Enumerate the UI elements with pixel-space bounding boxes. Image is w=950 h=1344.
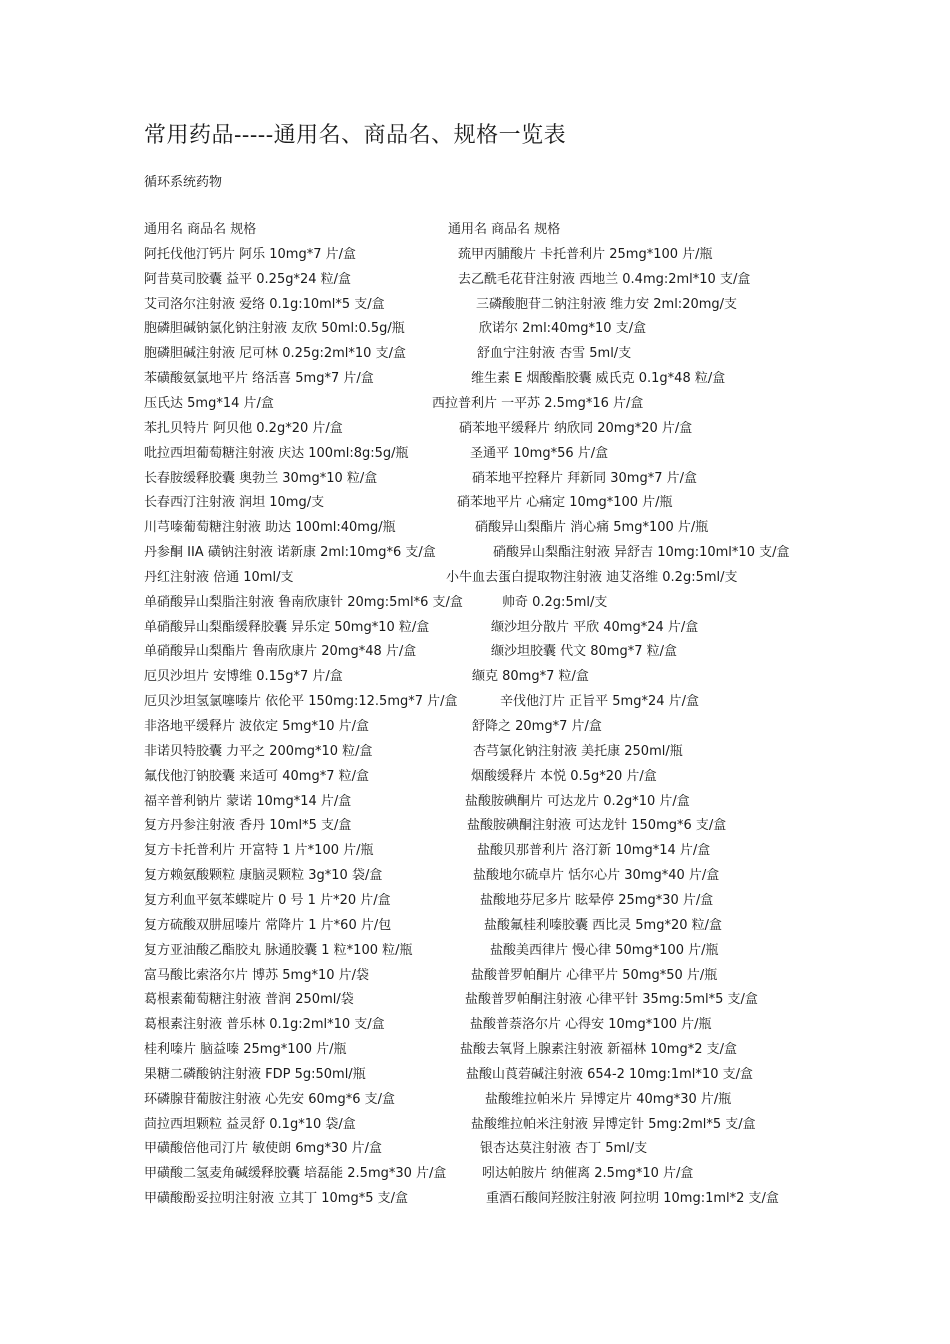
- list-item-left: 丹红注射液 倍通 10ml/支: [144, 569, 294, 585]
- list-item-left: 复方硫酸双肼屈嗪片 常降片 1 片*60 片/包: [144, 917, 392, 933]
- list-item-left: 艾司洛尔注射液 爱络 0.1g:10ml*5 支/盒: [144, 296, 385, 312]
- list-item-right: 盐酸氟桂利嗪胶囊 西比灵 5mg*20 粒/盒: [484, 917, 723, 933]
- list-item-left: 阿昔莫司胶囊 益平 0.25g*24 粒/盒: [144, 271, 352, 287]
- list-item-left: 福辛普利钠片 蒙诺 10mg*14 片/盒: [144, 793, 352, 809]
- list-item-right: 盐酸地尔硫卓片 恬尔心片 30mg*40 片/盒: [473, 868, 720, 884]
- list-item-right: 舒降之 20mg*7 片/盒: [472, 719, 602, 734]
- list-item-left: 葛根素注射液 普乐林 0.1g:2ml*10 支/盒: [144, 1017, 385, 1033]
- list-item-right: 盐酸普罗帕酮注射液 心律平针 35mg:5ml*5 支/盒: [465, 992, 758, 1008]
- list-item-right: 小牛血去蛋白提取物注射液 迪艾洛维 0.2g:5ml/支: [446, 569, 738, 585]
- list-item-right: 盐酸维拉帕米注射液 异博定针 5mg:2ml*5 支/盒: [471, 1116, 756, 1132]
- list-item-right: 缬克 80mg*7 粒/盒: [472, 669, 589, 685]
- list-item-left: 单硝酸异山梨酯片 鲁南欣康片 20mg*48 片/盒: [144, 644, 417, 660]
- list-item-right: 盐酸普萘洛尔片 心得安 10mg*100 片/瓶: [470, 1017, 712, 1033]
- list-item-right: 舒血宁注射液 杏雪 5ml/支: [477, 346, 632, 362]
- list-item-right: 缬沙坦胶囊 代文 80mg*7 粒/盒: [491, 644, 678, 660]
- list-item-right: 维生素 E 烟酸酯胶囊 威氏克 0.1g*48 粒/盒: [471, 371, 726, 387]
- list-item-right: 欣诺尔 2ml:40mg*10 支/盒: [479, 321, 647, 337]
- list-item-right: 盐酸地芬尼多片 眩晕停 25mg*30 片/盒: [480, 892, 714, 908]
- list-item-right: 去乙酰毛花苷注射液 西地兰 0.4mg:2ml*10 支/盒: [458, 271, 751, 287]
- list-item-left: 川芎嗪葡萄糖注射液 助达 100ml:40mg/瓶: [144, 520, 396, 536]
- list-item-left: 长春胺缓释胶囊 奥勃兰 30mg*10 粒/盒: [144, 470, 378, 486]
- list-item-right: 辛伐他汀片 正旨平 5mg*24 片/盒: [500, 694, 700, 710]
- list-item-left: 厄贝沙坦氢氯噻嗪片 依伦平 150mg:12.5mg*7 片/盒: [144, 694, 458, 710]
- list-item-left: 氟伐他汀钠胶囊 来适可 40mg*7 粒/盒: [144, 768, 370, 784]
- list-item-left: 厄贝沙坦片 安博维 0.15g*7 片/盒: [144, 669, 343, 685]
- list-item-left: 非诺贝特胶囊 力平之 200mg*10 粒/盒: [144, 743, 373, 759]
- list-item-right: 盐酸贝那普利片 洛汀新 10mg*14 片/盒: [477, 843, 711, 859]
- list-item-right: 盐酸胺碘酮片 可达龙片 0.2g*10 片/盒: [465, 793, 690, 809]
- list-item-right: 重酒石酸间羟胺注射液 阿拉明 10mg:1ml*2 支/盒: [486, 1191, 779, 1207]
- list-item-left: 复方丹参注射液 香丹 10ml*5 支/盒: [144, 818, 352, 834]
- list-item-left: 葛根素葡萄糖注射液 普润 250ml/袋: [144, 992, 354, 1008]
- list-item-left: 桂利嗪片 脑益嗪 25mg*100 片/瓶: [144, 1042, 347, 1058]
- list-item-right: 三磷酸胞苷二钠注射液 维力安 2ml:20mg/支: [476, 296, 738, 312]
- list-item-left: 果糖二磷酸钠注射液 FDP 5g:50ml/瓶: [144, 1066, 366, 1082]
- list-item-right: 硝苯地平控释片 拜新同 30mg*7 片/盒: [472, 470, 698, 486]
- list-item-left: 单硝酸异山梨酯缓释胶囊 异乐定 50mg*10 粒/盒: [144, 619, 430, 635]
- list-item-left: 复方赖氨酸颗粒 康脑灵颗粒 3g*10 袋/盒: [144, 868, 383, 884]
- list-item-left: 单硝酸异山梨脂注射液 鲁南欣康针 20mg:5ml*6 支/盒: [144, 594, 463, 610]
- list-item-right: 硝酸异山梨酯片 消心痛 5mg*100 片/瓶: [475, 520, 709, 536]
- list-item-left: 甲磺酸二氢麦角碱缓释胶囊 培磊能 2.5mg*30 片/盒: [144, 1166, 447, 1182]
- section-heading: 循环系统药物: [144, 175, 223, 190]
- list-item-left: 环磷腺苷葡胺注射液 心先安 60mg*6 支/盒: [144, 1091, 396, 1107]
- list-item-right: 盐酸美西律片 慢心律 50mg*100 片/瓶: [490, 942, 719, 958]
- list-item-right: 盐酸普罗帕酮片 心律平片 50mg*50 片/瓶: [471, 967, 718, 983]
- list-item-left: 甲磺酸倍他司汀片 敏使朗 6mg*30 片/盒: [144, 1141, 383, 1157]
- list-item-right: 帅奇 0.2g:5ml/支: [502, 594, 608, 610]
- list-item-right: 缬沙坦分散片 平欣 40mg*24 片/盒: [491, 619, 699, 635]
- list-item-left: 非洛地平缓释片 波依定 5mg*10 片/盒: [144, 719, 370, 734]
- list-item-right: 盐酸去氧肾上腺素注射液 新福林 10mg*2 支/盒: [460, 1042, 738, 1058]
- list-item-left: 复方亚油酸乙酯胶丸 脉通胶囊 1 粒*100 粒/瓶: [144, 942, 413, 958]
- list-item-right: 杏芎氯化钠注射液 美托康 250ml/瓶: [473, 743, 683, 759]
- list-item-right: 盐酸胺碘酮注射液 可达龙针 150mg*6 支/盒: [467, 818, 727, 834]
- list-item-left: 阿托伐他汀钙片 阿乐 10mg*7 片/盒: [144, 246, 357, 262]
- list-item-left: 苯磺酸氨氯地平片 络活喜 5mg*7 片/盒: [144, 371, 374, 387]
- list-item-right: 银杏达莫注射液 杏丁 5ml/支: [480, 1141, 648, 1157]
- list-item-left: 压氏达 5mg*14 片/盒: [144, 395, 274, 411]
- list-item-right: 硝苯地平缓释片 纳欣同 20mg*20 片/盒: [459, 420, 693, 436]
- list-item-left: 复方卡托普利片 开富特 1 片*100 片/瓶: [144, 843, 374, 859]
- list-item-right: 烟酸缓释片 本悦 0.5g*20 片/盒: [471, 768, 657, 784]
- list-item-right: 盐酸维拉帕米片 异博定片 40mg*30 片/瓶: [485, 1091, 732, 1107]
- list-item-right: 硝酸异山梨酯注射液 异舒吉 10mg:10ml*10 支/盒: [493, 545, 790, 561]
- list-item-left: 吡拉西坦葡萄糖注射液 庆达 100ml:8g:5g/瓶: [144, 445, 409, 461]
- page-title: 常用药品-----通用名、商品名、规格一览表: [144, 123, 567, 148]
- header-right: 通用名 商品名 规格: [448, 222, 561, 237]
- list-item-right: 吲达帕胺片 纳催离 2.5mg*10 片/盒: [482, 1166, 694, 1182]
- list-item-left: 胞磷胆碱注射液 尼可林 0.25g:2ml*10 支/盒: [144, 346, 406, 362]
- list-item-right: 盐酸山莨菪碱注射液 654-2 10mg:1ml*10 支/盒: [466, 1066, 753, 1082]
- list-item-left: 长春西汀注射液 润坦 10mg/支: [144, 495, 325, 511]
- list-item-right: 圣通平 10mg*56 片/盒: [470, 445, 609, 461]
- list-item-left: 胞磷胆碱钠氯化钠注射液 友欣 50ml:0.5g/瓶: [144, 321, 405, 337]
- list-item-left: 甲磺酸酚妥拉明注射液 立其丁 10mg*5 支/盒: [144, 1191, 409, 1207]
- list-item-left: 茴拉西坦颗粒 益灵舒 0.1g*10 袋/盒: [144, 1116, 356, 1132]
- list-item-left: 富马酸比索洛尔片 博苏 5mg*10 片/袋: [144, 967, 370, 983]
- list-item-left: 苯扎贝特片 阿贝他 0.2g*20 片/盒: [144, 420, 343, 436]
- header-left: 通用名 商品名 规格: [144, 222, 257, 237]
- list-item-right: 西拉普利片 一平苏 2.5mg*16 片/盒: [432, 395, 644, 411]
- list-item-left: 丹参酮 IIA 磺钠注射液 诺新康 2ml:10mg*6 支/盒: [144, 545, 436, 561]
- list-item-right: 巯甲丙脯酸片 卡托普利片 25mg*100 片/瓶: [458, 246, 713, 262]
- list-item-left: 复方利血平氨苯蝶啶片 0 号 1 片*20 片/盒: [144, 892, 391, 908]
- list-item-right: 硝苯地平片 心痛定 10mg*100 片/瓶: [457, 495, 673, 511]
